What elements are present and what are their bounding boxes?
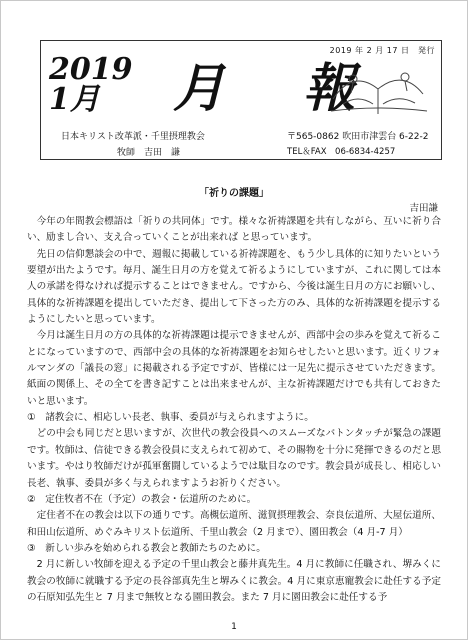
- issue-date: 2019 年 2 月 17 日 発行: [329, 46, 435, 55]
- newsletter-masthead: [40, 40, 442, 160]
- issue-year-month: [49, 52, 133, 117]
- church-address: 〒565-0862 吹田市津雲台 6-22-2: [287, 132, 429, 142]
- prayer-item-heading: ② 定住牧者不在（予定）の教会・伝道所のために。: [27, 493, 257, 505]
- article-body: [27, 214, 441, 606]
- page-number: 1: [231, 622, 237, 632]
- dove-decoration-icon: [323, 59, 433, 119]
- prayer-item-heading: ③ 新しい歩みを始められる教会と教師たちのために。: [27, 542, 266, 554]
- paragraph: 2 月に新しい牧師を迎える予定の千里山教会と藤井真先生。4 月に教師に任職され、堺みくに教会の牧師に就職する予定の長谷部真先生と堺みくに教会。4 月に東京恵寵教会に赴任する予定の石原知弘先生と 7 月まで無牧となる園田教会。また 7 月に園田教会に赴任する予: [27, 559, 441, 603]
- paragraph: 今月は誕生日月の方の具体的な祈祷課題は提示できませんが、西部中会の歩みを覚えて祈ることになっていますので、西部中会の具体的な祈祷課題をお知らせしたいと思います。近くリフォルマンダの「議長の窓」に掲載される予定ですが、皆様には一足先に提示させていただきます。紙面の関係上、その全てを書き記すことは出来ませんが、主な祈祷課題だけでも共有しておきたいと思います。: [27, 330, 441, 407]
- church-phone: TEL＆FAX 06-6834-4257: [287, 147, 396, 157]
- paragraph: 定住者不在の教会は以下の通りです。高槻伝道所、滋賀摂理教会、奈良伝道所、大屋伝道所、和田山伝道所、めぐみキリスト伝道所、千里山教会（2 月まで）、園田教会（4 月-7 月）: [27, 510, 441, 538]
- paragraph: 先日の信仰懇談会の中で、週報に掲載している祈祷課題を、もう少し具体的に知りたいという要望が出たようです。毎月、誕生日月の方を覚えて祈るようにしていますが、これに関しては本人の承諾を得なければ提示することはできません。ですから、今後は誕生日月の方にお願いし、具体的な祈祷課題を提出していただき、提出して下さった方のみ、具体的な祈祷課題を提示するようにしたいと思っています。: [27, 248, 441, 326]
- paragraph: 今年の年間教会標語は「祈りの共同体」です。様々な祈祷課題を共有しながら、互いに祈り合い、励まし合い、支え合っていくことが出来れば と思っています。: [27, 216, 441, 244]
- article-author: 吉田謙: [409, 203, 438, 214]
- newsletter-title: 月 報: [173, 58, 386, 119]
- paragraph: どの中会も同じだと思いますが、次世代の教会役員へのスムーズなバトンタッチが緊急の課題です。牧師は、信徒できる教会役員に支えられて初めて、その賜物を十分に発揮できるのだと思います。やはり牧師だけが孤軍奮闘しているようでは駄目なのです。教会員が成長し、相応しい長老、執事、委員が多く与えられますようお祈りください。: [27, 428, 441, 489]
- article-title: 「祈りの課題」: [199, 188, 269, 199]
- issue-year: 2019: [49, 52, 133, 87]
- issue-month: 1月: [49, 82, 100, 117]
- prayer-item-heading: ① 諸教会に、相応しい長老、執事、委員が与えられますように。: [27, 412, 314, 424]
- church-name: 日本キリスト改革派・千里摂理教会: [61, 132, 205, 142]
- pastor-name: 牧師 吉田 謙: [117, 148, 181, 158]
